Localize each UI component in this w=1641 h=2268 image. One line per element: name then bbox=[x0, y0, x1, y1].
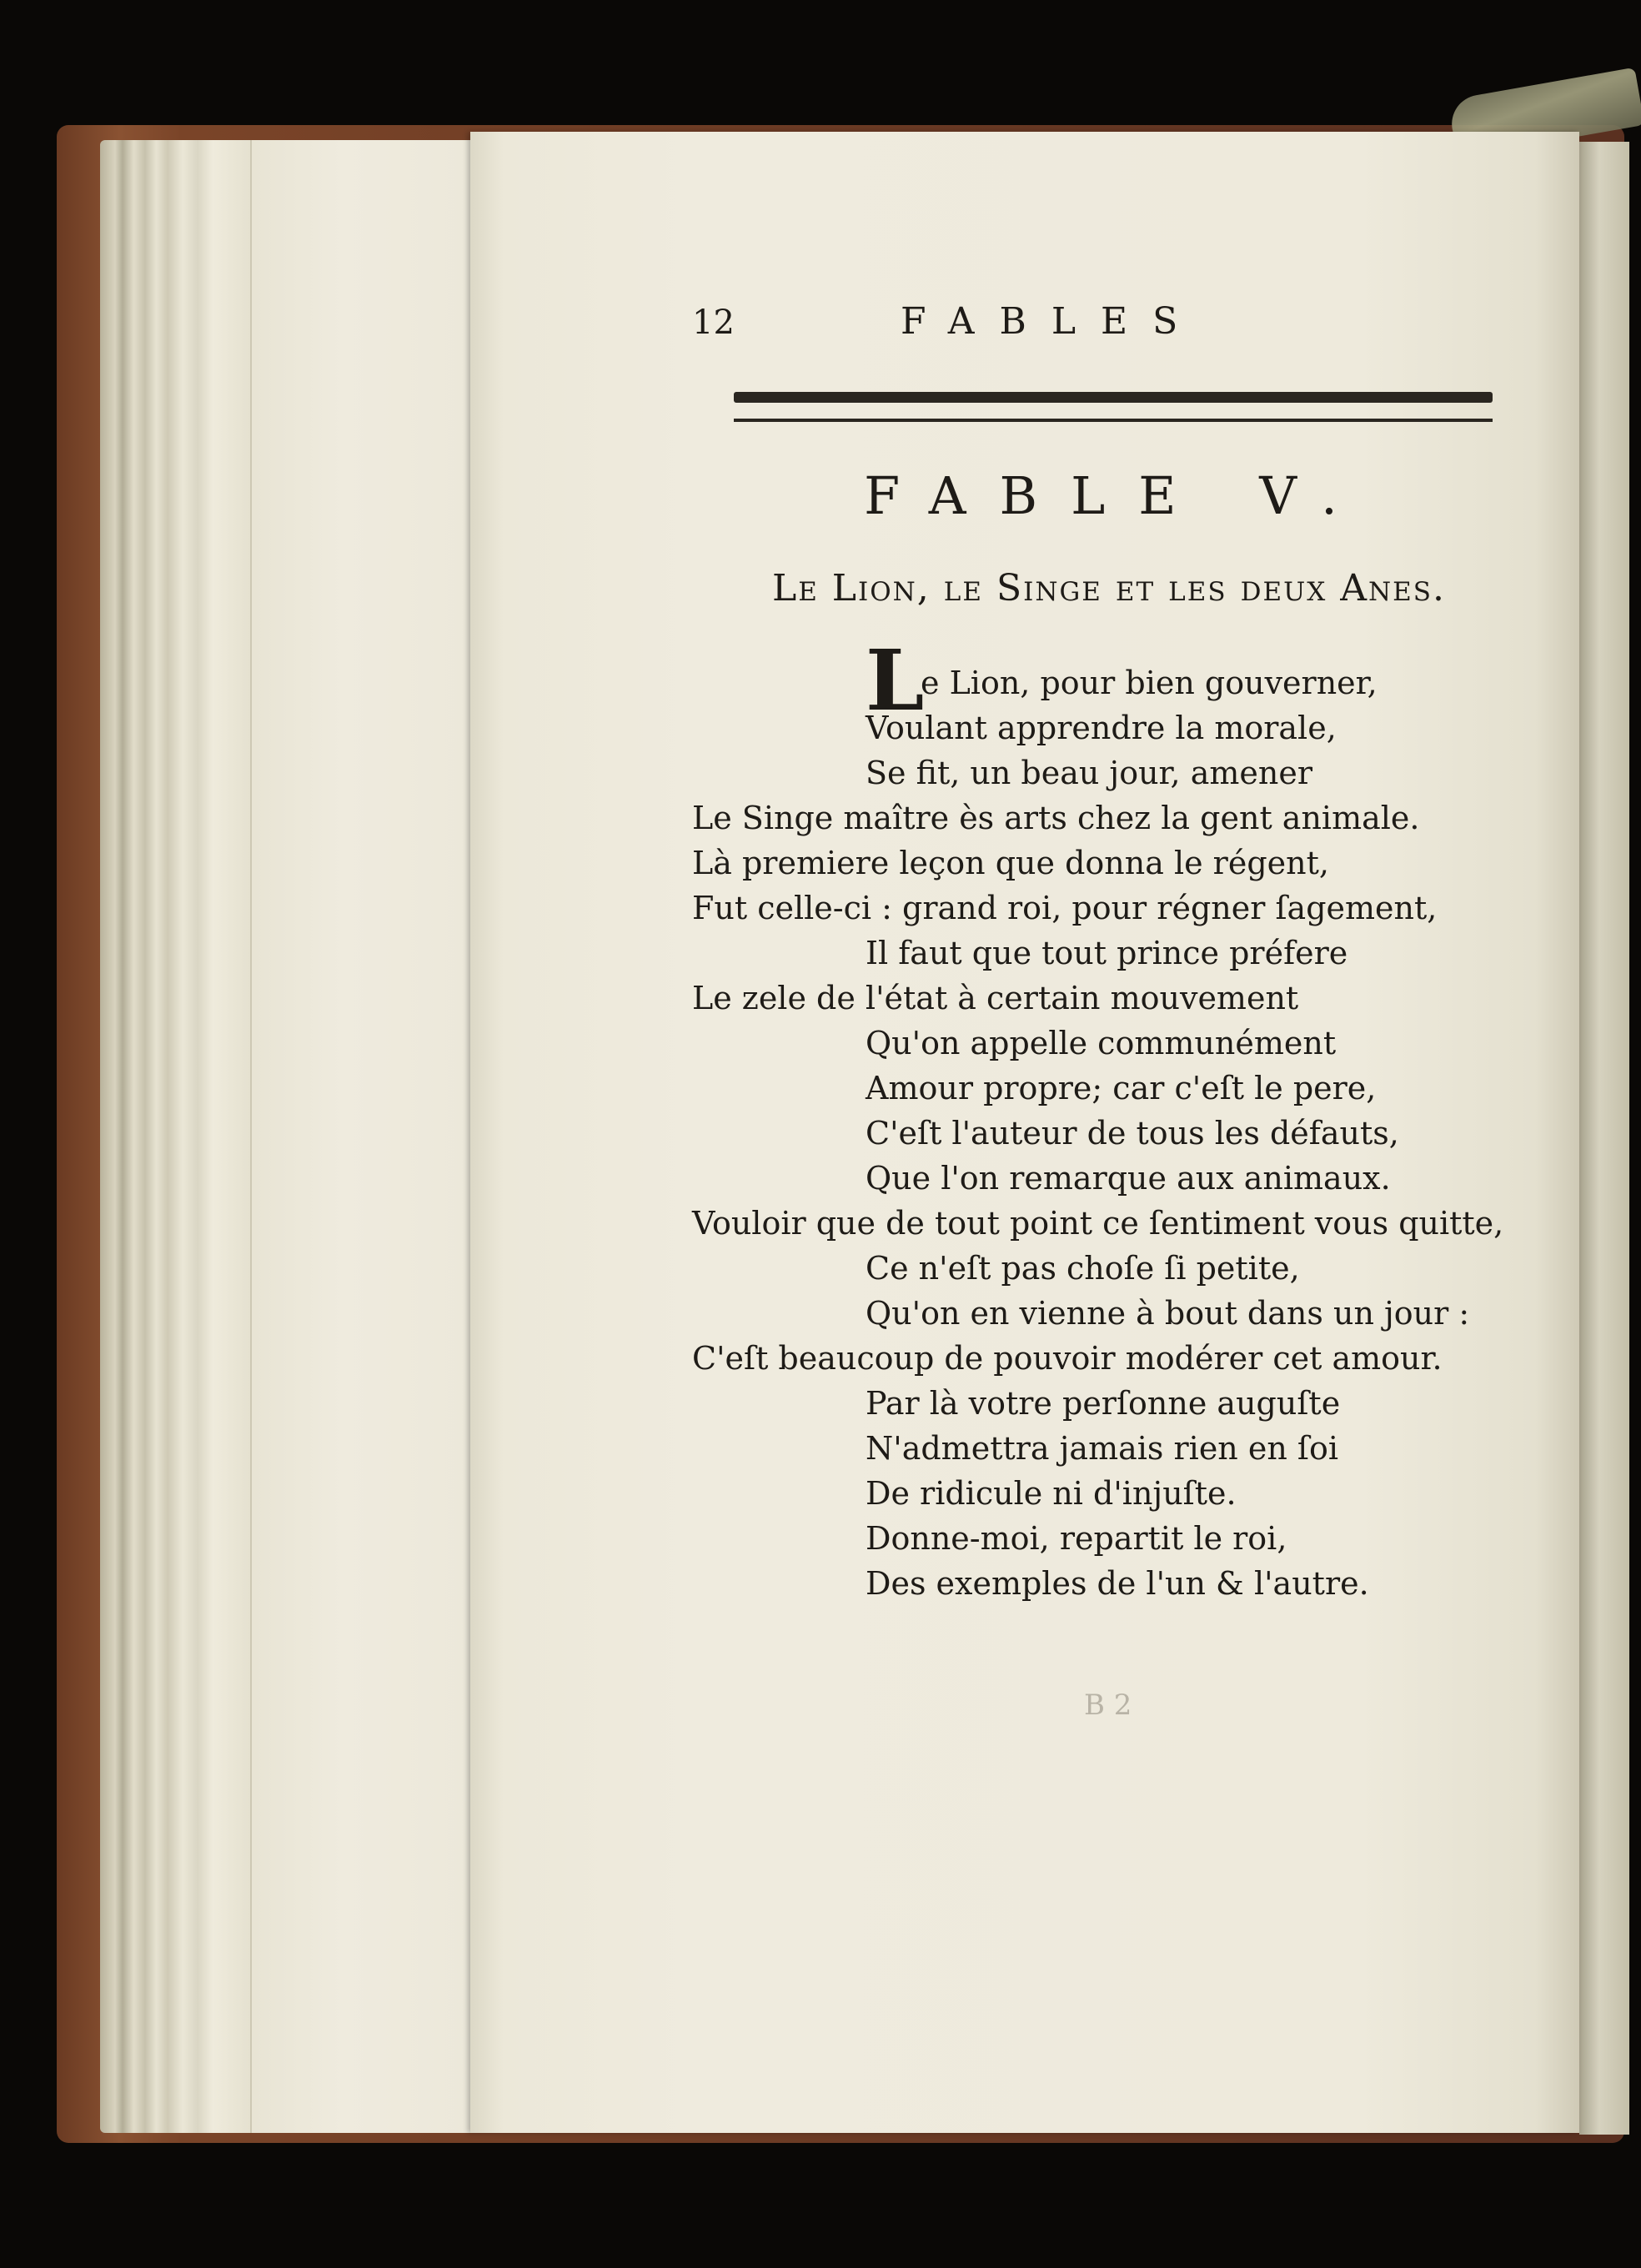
fable-verses bbox=[692, 631, 1543, 1606]
fable-subtitle: Le Lion, le Singe et les deux Anes. bbox=[771, 567, 1447, 610]
catchword: B 2 bbox=[1084, 1688, 1132, 1722]
verse-line: N'admettra jamais rien en ſoi bbox=[866, 1430, 1338, 1467]
ornamental-rule-thin bbox=[734, 419, 1493, 422]
verse-line: Qu'on appelle communément bbox=[866, 1025, 1337, 1061]
ornamental-rule-thick bbox=[734, 392, 1493, 403]
running-title: FABLES bbox=[901, 300, 1203, 343]
verse-line: C'eſt l'auteur de tous les défauts, bbox=[866, 1115, 1399, 1152]
verse-text: e Lion, pour bien gouverner, bbox=[921, 665, 1378, 701]
verse-line: Là premiere leçon que donna le régent, bbox=[692, 845, 1329, 881]
verse-line: Le Singe maître ès arts chez la gent animale. bbox=[692, 800, 1420, 836]
verse-line: Voulant apprendre la morale, bbox=[866, 710, 1337, 746]
verse-line: Amour propre; car c'eſt le pere, bbox=[866, 1070, 1377, 1106]
verse-line: Le zele de l'état à certain mouvement bbox=[692, 980, 1299, 1016]
verse-line: Il faut que tout prince préfere bbox=[866, 935, 1348, 971]
verse-line: Donne-moi, repartit le roi, bbox=[866, 1520, 1287, 1557]
fable-title: FABLE V. bbox=[864, 465, 1371, 526]
verse-line: Ce n'eſt pas choſe ſi petite, bbox=[866, 1250, 1300, 1287]
verse-line: Que l'on remarque aux animaux. bbox=[866, 1160, 1391, 1197]
verse-line: C'eſt beaucoup de pouvoir modérer cet amour. bbox=[692, 1340, 1443, 1377]
running-head bbox=[692, 300, 1526, 359]
verse-line: Des exemples de l'un & l'autre. bbox=[866, 1565, 1369, 1602]
verse-line: Se fit, un beau jour, amener bbox=[866, 755, 1313, 791]
left-page-edge bbox=[250, 140, 477, 2133]
page-number: 12 bbox=[692, 304, 735, 342]
verse-line: Qu'on en vienne à bout dans un jour : bbox=[866, 1295, 1470, 1332]
verse-line: Vouloir que de tout point ce ſentiment vous quitte, bbox=[692, 1205, 1504, 1242]
verse-line: De ridicule ni d'injuſte. bbox=[866, 1475, 1237, 1512]
drop-cap: L bbox=[866, 631, 925, 730]
verse-line: Par là votre perſonne auguſte bbox=[866, 1385, 1341, 1422]
verse-line: Fut celle-ci : grand roi, pour régner ſagement, bbox=[692, 890, 1438, 926]
next-page-edge bbox=[1579, 142, 1629, 2135]
